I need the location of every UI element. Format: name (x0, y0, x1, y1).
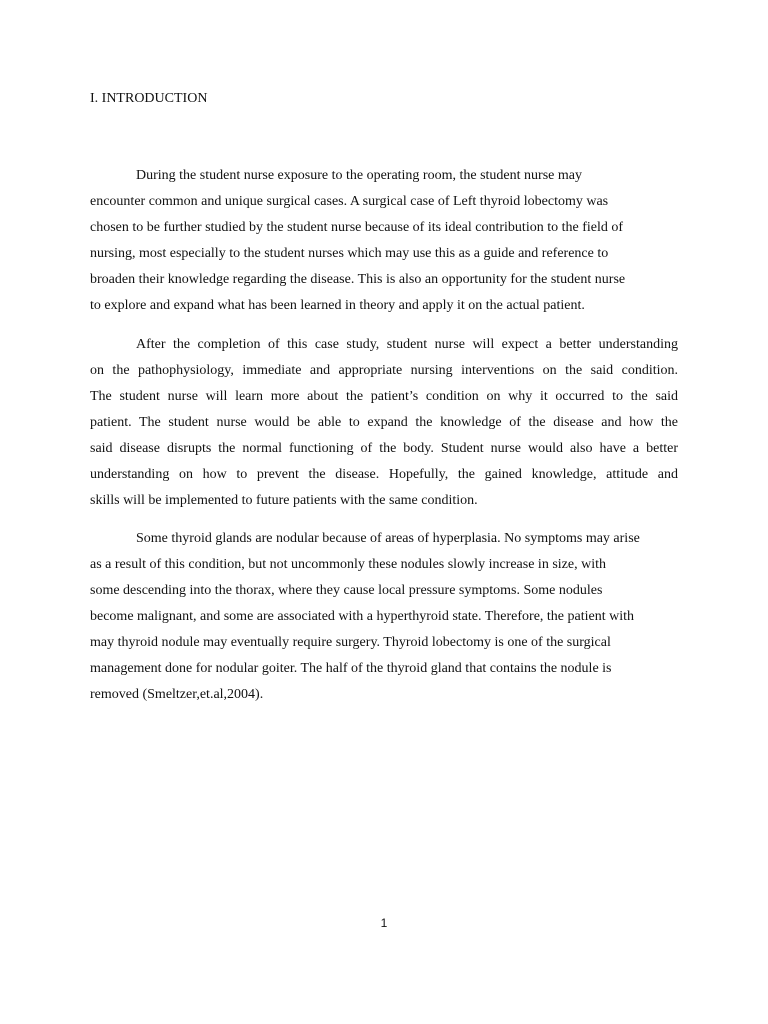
page-number: 1 (380, 916, 388, 930)
paragraph-line: understanding on how to prevent the disease. Hopefully, the gained knowledge, attitude and (90, 467, 678, 482)
paragraph-line: patient. The student nurse would be able to expand the knowledge of the disease and how the (90, 415, 678, 430)
paragraph-line: said disease disrupts the normal functioning of the body. Student nurse would also have a better (90, 441, 678, 456)
paragraph-line: to explore and expand what has been learned in theory and apply it on the actual patient. (90, 298, 585, 313)
paragraph-line: management done for nodular goiter. The half of the thyroid gland that contains the nodule is (90, 661, 612, 676)
paragraph-line: removed (Smeltzer,et.al,2004). (90, 687, 264, 702)
paragraph-line: chosen to be further studied by the student nurse because of its ideal contribution to the field of (90, 220, 624, 235)
paragraph-line: After the completion of this case study, student nurse will expect a better understanding (136, 337, 678, 352)
paragraph-line: become malignant, and some are associated with a hyperthyroid state. Therefore, the patient with (90, 609, 634, 624)
paragraph-line: some descending into the thorax, where they cause local pressure symptoms. Some nodules (90, 583, 603, 598)
section-heading: I. INTRODUCTION (90, 91, 208, 106)
paragraph-line: During the student nurse exposure to the operating room, the student nurse may (136, 168, 582, 183)
paragraph-line: nursing, most especially to the student nurses which may use this as a guide and reference to (90, 246, 609, 261)
paragraph-line: as a result of this condition, but not uncommonly these nodules slowly increase in size, with (90, 557, 606, 572)
paragraph-line: broaden their knowledge regarding the disease. This is also an opportunity for the student nurse (90, 272, 626, 287)
paragraph-line: skills will be implemented to future patients with the same condition. (90, 493, 478, 508)
paragraph-line: The student nurse will learn more about the patient’s condition on why it occurred to the said (90, 389, 678, 404)
paragraph-line: may thyroid nodule may eventually require surgery. Thyroid lobectomy is one of the surgical (90, 635, 611, 650)
paragraph-line: on the pathophysiology, immediate and appropriate nursing interventions on the said condition. (90, 363, 678, 378)
paragraph-line: Some thyroid glands are nodular because of areas of hyperplasia. No symptoms may arise (136, 531, 640, 546)
paragraph-line: encounter common and unique surgical cases. A surgical case of Left thyroid lobectomy was (90, 194, 609, 209)
